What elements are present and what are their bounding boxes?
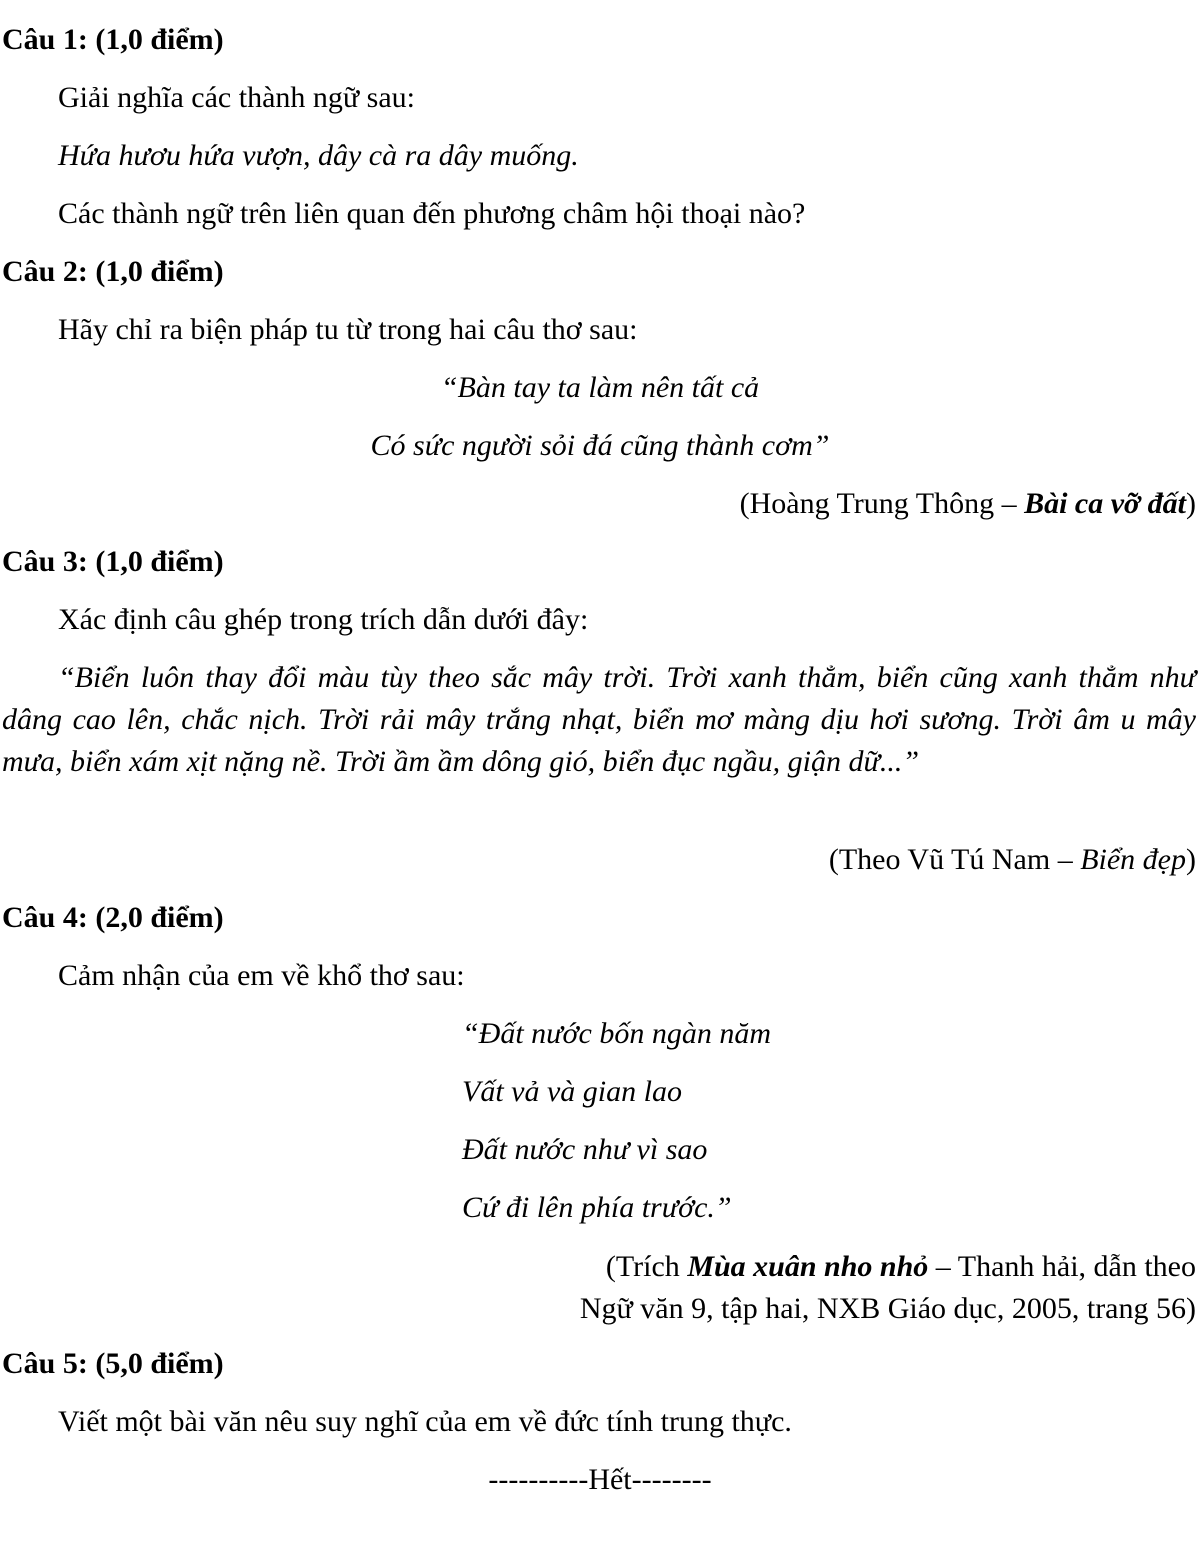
question-5-heading: Câu 5: (5,0 điểm) [2, 1347, 224, 1380]
question-2-prompt: Hãy chỉ ra biện pháp tu từ trong hai câu thơ sau: [58, 313, 638, 346]
question-3-heading: Câu 3: (1,0 điểm) [2, 545, 224, 578]
question-1-idioms: Hứa hươu hứa vượn, dây cà ra dây muống. [58, 139, 579, 172]
source-suffix: ) [1186, 487, 1196, 520]
question-3-passage: “Biển luôn thay đổi màu tùy theo sắc mây trời. Trời xanh thẳm, biển cũng xanh thẳm như dâng cao lên, chắc nịch. Trời rải mây trắng nhạt, biển mơ màng dịu hơi sương. Trời âm u mây mưa, biển xám xịt nặng nề. Trời ầm ầm dông gió, biển đục ngầu, giận dữ...” [2, 661, 1196, 778]
question-3-source [829, 840, 1196, 880]
source-title: Mùa xuân nho nhỏ [687, 1250, 929, 1283]
question-2-source [740, 484, 1196, 524]
question-4-verse-line-2: Vất vả và gian lao [462, 1075, 682, 1108]
question-4-verse-line-4: Cứ đi lên phía trước.” [462, 1191, 732, 1224]
question-5-prompt: Viết một bài văn nêu suy nghĩ của em về đức tính trung thực. [58, 1405, 792, 1438]
source-title: Bài ca vỡ đất [1024, 487, 1186, 520]
question-2-heading: Câu 2: (1,0 điểm) [2, 255, 224, 288]
question-4-prompt: Cảm nhận của em về khổ thơ sau: [58, 959, 465, 992]
source-line-1 [436, 1246, 1196, 1288]
source-suffix: ) [1186, 843, 1196, 876]
source-suffix: – Thanh hải, dẫn theo [928, 1250, 1196, 1283]
question-2-verse-line-1: “Bàn tay ta làm nên tất cả [440, 371, 760, 404]
question-1-prompt: Giải nghĩa các thành ngữ sau: [58, 81, 415, 114]
question-4-heading: Câu 4: (2,0 điểm) [2, 901, 224, 934]
question-4-verse-line-3: Đất nước như vì sao [462, 1133, 708, 1166]
source-title: Biển đẹp [1080, 843, 1186, 876]
source-prefix: (Theo Vũ Tú Nam – [828, 843, 1081, 876]
question-3-prompt: Xác định câu ghép trong trích dẫn dưới đây: [58, 603, 589, 636]
source-prefix: (Hoàng Trung Thông – [739, 487, 1025, 520]
source-prefix: (Trích [605, 1250, 688, 1283]
end-mark: ----------Hết-------- [488, 1463, 712, 1496]
question-4-source [436, 1246, 1196, 1330]
question-4-verse-line-1: “Đất nước bốn ngàn năm [462, 1017, 772, 1050]
question-1-question: Các thành ngữ trên liên quan đến phương châm hội thoại nào? [58, 197, 806, 230]
question-2-verse-line-2: Có sức người sỏi đá cũng thành cơm” [370, 429, 830, 462]
question-1-heading: Câu 1: (1,0 điểm) [2, 23, 224, 56]
source-line-2: Ngữ văn 9, tập hai, NXB Giáo dục, 2005, trang 56) [579, 1292, 1196, 1325]
